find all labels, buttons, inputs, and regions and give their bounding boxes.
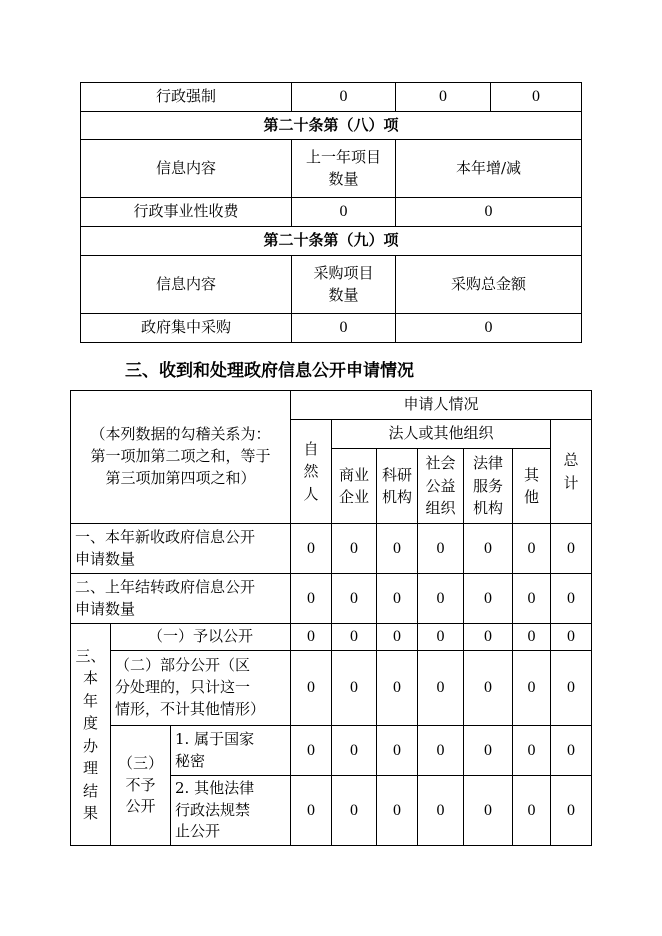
value-cell: 0 xyxy=(491,83,582,112)
value-cell: 0 xyxy=(513,574,551,624)
value-cell: 0 xyxy=(291,651,332,726)
value-cell: 0 xyxy=(418,574,464,624)
header-char: 法律 xyxy=(473,454,504,473)
group-char: 度 xyxy=(82,714,98,732)
header-char: 自 xyxy=(303,439,319,458)
row-label xyxy=(171,776,291,846)
table-row xyxy=(71,726,592,776)
header-total xyxy=(551,420,592,524)
value-cell: 0 xyxy=(513,524,551,574)
label-line: 二、上年结转政府信息公开 xyxy=(75,577,256,596)
value-cell: 0 xyxy=(418,624,464,651)
header-char: 他 xyxy=(524,488,540,506)
value-cell: 0 xyxy=(377,776,418,846)
value-cell: 0 xyxy=(377,574,418,624)
section-title-row xyxy=(81,227,582,256)
table-row xyxy=(71,624,592,651)
group-char: 果 xyxy=(82,804,98,822)
value-cell: 0 xyxy=(551,651,592,726)
group-label-not-disclosed xyxy=(111,726,171,846)
header-prev-year-count xyxy=(292,140,396,198)
note-line: 第三项加第四项之和） xyxy=(105,468,256,487)
header-applicant: 申请人情况 xyxy=(291,391,592,420)
row-label xyxy=(171,726,291,776)
value-cell: 0 xyxy=(418,726,464,776)
row-label: 行政事业性收费 xyxy=(81,198,292,227)
header-row xyxy=(81,256,582,314)
relationship-note xyxy=(71,391,291,524)
value-cell: 0 xyxy=(513,726,551,776)
value-cell: 0 xyxy=(464,776,513,846)
header-char: 企业 xyxy=(339,488,370,506)
value-cell: 0 xyxy=(377,726,418,776)
value-cell: 0 xyxy=(551,776,592,846)
label-line: 申请数量 xyxy=(75,549,136,568)
header-commercial-enterprise xyxy=(332,449,377,524)
group-char: 理 xyxy=(82,759,98,777)
header-char: 总 xyxy=(563,451,579,469)
value-cell: 0 xyxy=(332,651,377,726)
section-8-title: 第二十条第（八）项 xyxy=(81,112,582,140)
header-info-content: 信息内容 xyxy=(81,140,292,198)
value-cell: 0 xyxy=(418,651,464,726)
value-cell: 0 xyxy=(418,524,464,574)
value-cell: 0 xyxy=(551,574,592,624)
header-social-welfare xyxy=(418,449,464,524)
label-line: 不予 xyxy=(125,775,156,794)
table-row xyxy=(71,524,592,574)
value-cell: 0 xyxy=(464,574,513,624)
header-research-institution xyxy=(377,449,418,524)
header-procurement-count xyxy=(292,256,396,314)
row-label xyxy=(111,651,291,726)
section-heading: 三、收到和处理政府信息公开申请情况 xyxy=(125,361,414,381)
group-label-annual-results xyxy=(71,624,111,846)
header-other xyxy=(513,449,551,524)
header-char: 人 xyxy=(303,484,319,503)
value-cell: 0 xyxy=(551,524,592,574)
header-procurement-total: 采购总金额 xyxy=(396,256,582,314)
note-line: （本列数据的勾稽关系为： xyxy=(90,425,271,444)
value-cell: 0 xyxy=(332,524,377,574)
value-cell: 0 xyxy=(291,726,332,776)
group-char: 年 xyxy=(82,691,98,710)
header-char: 服务 xyxy=(473,476,504,495)
header-char: 社会 xyxy=(425,454,456,473)
value-cell: 0 xyxy=(551,624,592,651)
label-line: 止公开 xyxy=(175,822,221,841)
value-cell: 0 xyxy=(291,524,332,574)
note-line: 第一项加第二项之和，等于 xyxy=(90,447,271,466)
label-line: 行政法规禁 xyxy=(175,800,251,819)
header-line: 数量 xyxy=(328,285,359,304)
value-cell: 0 xyxy=(332,776,377,846)
value-cell: 0 xyxy=(291,624,332,651)
table-row xyxy=(71,574,592,624)
section-9-title: 第二十条第（九）项 xyxy=(81,227,582,256)
label-line: 秘密 xyxy=(175,751,206,770)
header-line: 采购项目 xyxy=(313,263,374,282)
label-line: 公开 xyxy=(125,797,156,816)
value-cell: 0 xyxy=(291,574,332,624)
header-line: 数量 xyxy=(328,169,359,188)
header-legal-entity: 法人或其他组织 xyxy=(332,420,551,449)
value-cell: 0 xyxy=(396,83,491,112)
value-cell: 0 xyxy=(377,651,418,726)
header-natural-person xyxy=(291,420,332,524)
header-char: 然 xyxy=(303,462,319,481)
label-line: 2. 其他法律 xyxy=(175,778,255,797)
value-cell: 0 xyxy=(332,624,377,651)
row-label: 政府集中采购 xyxy=(81,314,292,343)
value-cell: 0 xyxy=(513,624,551,651)
table-row xyxy=(81,314,582,343)
value-cell: 0 xyxy=(377,524,418,574)
value-cell: 0 xyxy=(332,574,377,624)
value-cell: 0 xyxy=(464,524,513,574)
row-label xyxy=(71,524,291,574)
label-line: 1. 属于国家 xyxy=(175,729,255,748)
header-char: 机构 xyxy=(382,488,413,506)
value-cell: 0 xyxy=(464,726,513,776)
group-char: 本 xyxy=(82,669,98,687)
label-line: （三） xyxy=(117,753,163,772)
row-label xyxy=(71,574,291,624)
group-char: 办 xyxy=(82,736,98,755)
header-char: 科研 xyxy=(382,465,413,484)
value-cell: 0 xyxy=(418,776,464,846)
value-cell: 0 xyxy=(377,624,418,651)
group-char: 结 xyxy=(82,781,98,800)
table-row xyxy=(81,198,582,227)
value-cell: 0 xyxy=(396,314,582,343)
label-line: 情形，不计其他情形） xyxy=(115,699,266,718)
label-line: 申请数量 xyxy=(75,599,136,618)
table-row xyxy=(71,651,592,726)
header-row xyxy=(81,140,582,198)
value-cell: 0 xyxy=(292,314,396,343)
table-row xyxy=(81,83,582,112)
group-char: 三、 xyxy=(75,646,106,665)
header-char: 计 xyxy=(563,473,579,492)
value-cell: 0 xyxy=(551,726,592,776)
row-label: 行政强制 xyxy=(81,83,292,112)
header-legal-service xyxy=(464,449,513,524)
header-line: 上一年项目 xyxy=(305,147,381,166)
value-cell: 0 xyxy=(513,776,551,846)
row-label: （一）予以公开 xyxy=(111,624,291,651)
value-cell: 0 xyxy=(292,198,396,227)
header-char: 公益 xyxy=(425,476,456,495)
section-title-row xyxy=(81,112,582,140)
header-char: 其 xyxy=(524,465,540,484)
top-statistics-table xyxy=(80,82,582,343)
value-cell: 0 xyxy=(332,726,377,776)
header-char: 机构 xyxy=(473,499,504,518)
value-cell: 0 xyxy=(291,776,332,846)
label-line: （二）部分公开（区 xyxy=(115,656,251,675)
header-info-content: 信息内容 xyxy=(81,256,292,314)
value-cell: 0 xyxy=(513,651,551,726)
application-statistics-table xyxy=(70,390,592,846)
header-row xyxy=(71,391,592,420)
header-char: 组织 xyxy=(425,499,456,518)
label-line: 分处理的，只计这一 xyxy=(115,678,251,697)
value-cell: 0 xyxy=(396,198,582,227)
value-cell: 0 xyxy=(464,651,513,726)
value-cell: 0 xyxy=(464,624,513,651)
label-line: 一、本年新收政府信息公开 xyxy=(75,527,256,546)
value-cell: 0 xyxy=(292,83,396,112)
header-char: 商业 xyxy=(339,465,370,484)
header-change: 本年增/减 xyxy=(396,140,582,198)
